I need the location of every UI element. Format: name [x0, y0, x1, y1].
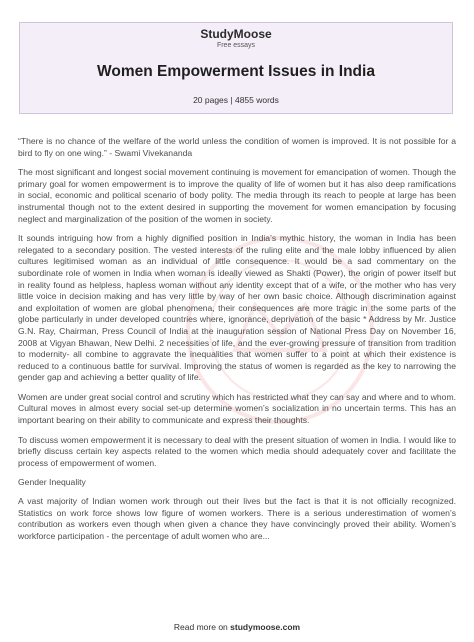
essay-body	[18, 136, 456, 550]
body-paragraph: The most significant and longest social movement continuing is movement for emancipation of women. Though the primary goal for women empowerment is to improve the quality of life of women but it has also deep ramifications in social, economic and political scenario of body polity. The media through its reach to people at large has been instrumental though not to the extent desired in supporting the movement for women emancipation by focusing neglect and marginalization of the position of the women in society.	[18, 167, 456, 224]
section-heading: Gender Inequality	[18, 477, 86, 488]
brand-name[interactable]: StudyMoose	[200, 27, 272, 41]
document-header	[19, 22, 453, 114]
footer-site-link[interactable]: studymoose.com	[230, 622, 301, 632]
body-paragraph: Women are under great social control and scrutiny which has restricted what they can say and where and to whom. Cultural moves in almost every social set-up determine women’s socialization in no uncertain terms. This has an important bearing on their ability to communicate and express their thoughts.	[18, 391, 456, 426]
body-paragraph: To discuss women empowerment it is necessary to deal with the present situation of women in India. I would like to briefly discuss certain key aspects related to the women which media should adequately cover and facilitate the process of empowerment of women.	[18, 434, 456, 468]
body-paragraph: It sounds intriguing how from a highly dignified position in India’s mythic history, the woman in India has been relegated to a secondary position. The vested interests of the ruling elite and the male lobby influenced by alien cultures legitimised woman as an individual of little consequence. It would be a sad commentary on the subordinate role of women in India when woman is ideally viewed as Shakti (Power), the origin of power itself but in reality found as helpless, hapless woman without any identity except that of a wife, or the mother who has very little voice in decision making and has very little by way of her own basic choice. Although discrimination against and exploitation of women are global phenomena, their consequences are more tragic in the some parts of the globe particularly in under developed countries where, ignorance, deprivation of the basic * Address by Mr. Justice G.N. Ray, Chairman, Press Council of India at the inauguration session of National Press Day on November 16, 2008 at Vigyan Bhawan, New Delhi. 2 necessities of life, and the ever-growing pressure of transition from tradition to modernity- all combine to aggravate the inequalities that women suffer to a point at which their existence is reduced to a continuous battle for survival. Improving the status of women is regarded as the key to narrowing the gender gap and achieving a better quality of life.	[18, 233, 456, 383]
quote-paragraph: “There is no chance of the welfare of the world unless the condition of women is improved. It is not possible for a bird to fly on one wing.” - Swami Vivekananda	[18, 136, 456, 158]
body-paragraph: A vast majority of Indian women work through out their lives but the fact is that it is not officially recognized. Statistics on work force shows low figure of women workers. There is a serious underestimation of women’s contribution as workers even though when given a chance they have convincingly proved their ability. Women’s workforce participation - the percentage of adult women who are...	[18, 496, 456, 541]
brand-tagline: Free essays	[216, 42, 256, 49]
footer	[0, 622, 474, 632]
document-title: Women Empowerment Issues in India	[97, 63, 375, 80]
footer-prefix: Read more on	[173, 622, 228, 632]
document-meta: 20 pages | 4855 words	[193, 95, 279, 105]
